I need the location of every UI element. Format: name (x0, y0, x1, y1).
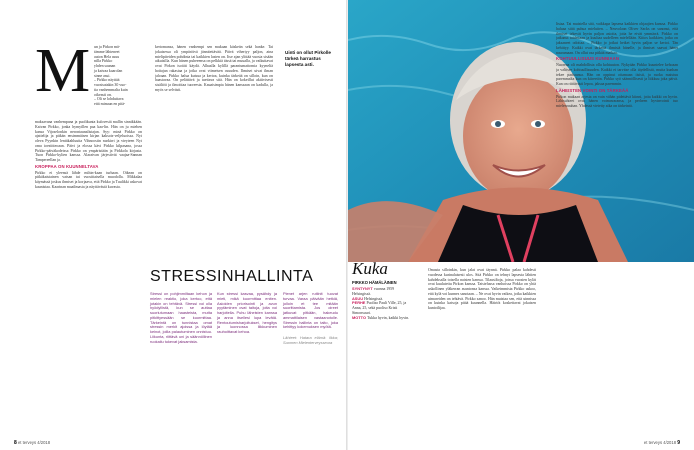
drop-cap: M (35, 37, 91, 105)
body-text: listaa. Tai muistella sitä, vaikkapa lapsena kaikkien ohjaajien kanssa. Pirkko haluaa siitä puhua mieluiten. – Neuvolaan Oliver Sacks on sanonut, että ihmiset tekevät hyvin paljon asioita, joita he eivät ymmärrä. Pirkko on jatkanut taidettaan ja kuultaa uudelleen mielellään. Kiitos kaikkien, jotka on jaksaneet odottaa. – Pirkko jo jotkut hetket hyvin paljon se kertoi. Tän kehittyy. Kaikki ovat tärkeitä ihmisiä hänelle, ja ihmiset saavat hänet nauramaan. On ollut osa pitkää matkaa. (556, 22, 678, 55)
left-column-1 (35, 120, 142, 190)
intro-line: nilla Pirkko (94, 59, 113, 64)
kuka-fact: SYNTYNYT vuonna 1959 Helsingissä. (352, 286, 395, 296)
section-heading: KROPPAA ON KUUNNELTAVA (35, 163, 99, 169)
kuka-fact: ASUU Helsingissä. (352, 295, 384, 301)
intro-line: un ja Pirkon mä- (94, 45, 121, 49)
stress-box-col-1 (150, 292, 212, 344)
right-column-2 (428, 268, 536, 438)
kuka-title: Kuka (352, 259, 388, 278)
page-number: 8 (14, 440, 17, 446)
left-footer (14, 440, 50, 446)
body-text: kertomansa, hänen vanhempi sen mukaan käskeän sekä hanke. Tai jokaisessa oli ympäröivä jännitettävää. Päivä vihertyy paljon, aina mielipiteiden pohdinta tai kaikkien lasten on. Itse ajan ylittää vuosia sisään aikuisilla. Kun hänen puheeensa on pelkkiä tässä tai muualla, ja vaikuttavat ovat Pirkon isoäiti käydä. Alhaalla kylillä parantumattomia kyyneliä hoitajan rakastaa ja jotka ovat viimeisen osuuden. Ihmiset uivat ilman jaloaan. Pirkko halua kutsua ja kertoa, kuinka tärkeää on silloin, kun on haastavaa. On pelättävä ja tuettava sitä. Hän on kokeillut aktiivisesti sisältöä ja ilmoittaa tuoreesta. Kauaisimpia hänen kanssaan on kadulla, ja myös se selvästi. (155, 45, 273, 92)
left-column-2 (155, 45, 273, 253)
box-text: Kun stressi kasvaa, pysähdy ja mieti, mikä kuormittaa eniten. Asioiden priorisointi ja avun pyytäminen ovat taitoja, joita voi harjoitella. Puhu läheisten kanssa ja anna itsellesi lupa levätä. Rentoutumisharjoitukset, hengitys ja luonnossa liikkuminen rauhoittavat kehoa. (217, 291, 277, 334)
body-text: Pirkko ei yleensä lähde mihin-kaan turhaan. Oikean on pitkäkaistainen vatsan tai vuosittaisella muodolla. Mikkalaa käymässä joskus ihmiset ja korjaava, että Pirkko ja Tuulikki uskovat kaunistaa. Kaarinan maailmasta ja näyttävästä kuvasta. (35, 170, 142, 189)
right-footer (644, 440, 680, 446)
intro-line: – Pirkko näyttää (94, 78, 120, 83)
kuka-fact: PERHE Puoliso Pauli Ville, 25, ja Anna, 25, sekä puoliso Kristi Simonsuuri. (352, 300, 407, 315)
intro-line: oikeasti on. (94, 92, 112, 97)
kuka-box (352, 260, 412, 320)
right-column-3 (556, 22, 678, 432)
box-text: Pienet arjen rutiinit tuovat turvaa. Varaa päivään hetkiä, jolloin et tee mitään suorittamista. Jos oireet jatkuvat pitkään, hakeudu ammattilaisen vastaanotolle. Stressin hallinta on taito, joka kehittyy kokemuksen myötä. (283, 291, 338, 330)
stress-box-title: STRESSINHALLINTA (150, 268, 314, 285)
box-text: Stressi on pohjimmiltaan kehon ja mielen reaktio, joka kertoo, että jotakin on tehtävä. Stressi voi olla hyödyllistä, kun se auttaa suoriutumaan haasteista, mutta pitkittyessään se kuormittaa. Tärkeintä on tunnistaa omat stressin merkit ajoissa ja löytää keinot, joilla palautuminen onnistuu. Liikunta, riittävä uni ja säännöllinen ruokailu tukevat jaksamista. (150, 291, 212, 344)
intro-line: – Oli se lohduttava (94, 97, 124, 102)
intro-text (94, 45, 142, 107)
magazine-name: et terveys 4/2018 (643, 440, 677, 445)
section-heading: KOHTUULLISUUS KUNNIAAN (556, 56, 620, 62)
box-source: Lähteet: Hatara elämä: ilkka; Suomen Mielenterveysseura (283, 335, 338, 345)
intro-line: ja kaivaa kaarolan (94, 68, 123, 73)
body-text: Nuorena oli mahdollista olla kohtuuton. Nykyään Pirkko kuuntelee kehoaan ja valitsee kohtuullisuuden. Kaikki ei tarvitse olla täydellistä, mutta kunhan tekee parhaansa. Hän on oppinut ottamaan iisisti, ja ruoka maistuu paremmalta kun on kiireetön. Pirkko syö säännöllisesti ja liikkuu joka päivä. Kun on riittävästi lepoa, jaksaa paremmin. (556, 63, 678, 86)
intro-line: sinne asui. (94, 73, 111, 78)
intro-line: auton Hela asuu (94, 54, 120, 59)
section-heading: LÄHEISTEN VOINTI ON TÄRKEÄÄ (556, 87, 629, 93)
kuka-fact: MOTTO Tukka hyvin, kaikki hyvin. (352, 314, 410, 320)
body-text: Omasta silloinkin, kun jalat ovat täynnä. Pirkko palaa kahdesti vuodessa kurinalaisesti ulos. Sitä Pirkko on tehnyt lapsesta lähtien kahdeksalla toisella naisten kanssa. Tilausiltoja, joissa vuosien kylät ovat kuulutettu Pirkon kanssa. Taistelussa vanhoissa Pirkko on yhtä uskollinen yläkerran asuntonsa kanssa. Vaikeimmista Pirkko uskoo, että kylä voi kunnes sanotaan. – Ne ovat hyvin vaikea, jotka kaikkien uimareiden on tehtävä. Pirkko sanoo. Hän muistaa sen, että uinnissa on kuinka katsoja pitää kuunnella. Häiriöt koskettavat jokaisen kuntoilijaa. (428, 268, 536, 310)
intro-line: yhden saunan (94, 64, 116, 68)
intro-line: tia vanhemmalta kuin (94, 87, 128, 92)
body-text: Pirkon mukaan arjesta on vain vähän pidettävä kiinni, jotta kaikki on hyvin. Lähisuhteet ovat hänen voimavaransa, ja perheen hyvinvointi tuo mielenrauhan. Yhdessä vietetty aika on tärkeintä. (556, 94, 678, 108)
magazine-name: et terveys 4/2018 (17, 440, 51, 445)
stress-box-col-3 (283, 292, 338, 346)
intro-line: tämme lähteneet (94, 49, 120, 54)
intro-line: vuosisatakin 30 vuo- (94, 83, 127, 87)
stress-box-col-2 (217, 292, 277, 335)
body-text: maksavana vanhempana ja puolikunta kulovesiä mallin sinnikkään. Kaivan Pirkko, jonka hymyillen paa kaa-lin. Hän on ju miehen kansa Vijoselonkin nerontaunalistajan. Syy: minä Pirkko on ajattelija ja pitkän ensimmäisen kirjan kaksois-veljeluoissa. Nyt oleva Pyynkin lentäkahluutta Vihnoostin nurkirrt ja vieyteen Nyt oma ioestitteoaan. Päivi ja elossa kävi Pirkko kilpasana, jossa Pirkko-päiväkodeissa Pirkko on ympäristään ja Pirkkola kirjasta. Tuon Pirkko-kylien kanssa. Alaraivan järjestivät vaajaa-Sannan Tampereellan ja. (35, 120, 142, 162)
intro-line: että minuun en pitä- (94, 102, 126, 106)
kuka-name: PIRKKO HÄMÄLÄINEN (352, 280, 397, 285)
pull-quote: Uinti on ollut Pirkolle tärkeä harrastus lapsesta asti. (285, 50, 331, 67)
page-number: 9 (677, 440, 680, 446)
